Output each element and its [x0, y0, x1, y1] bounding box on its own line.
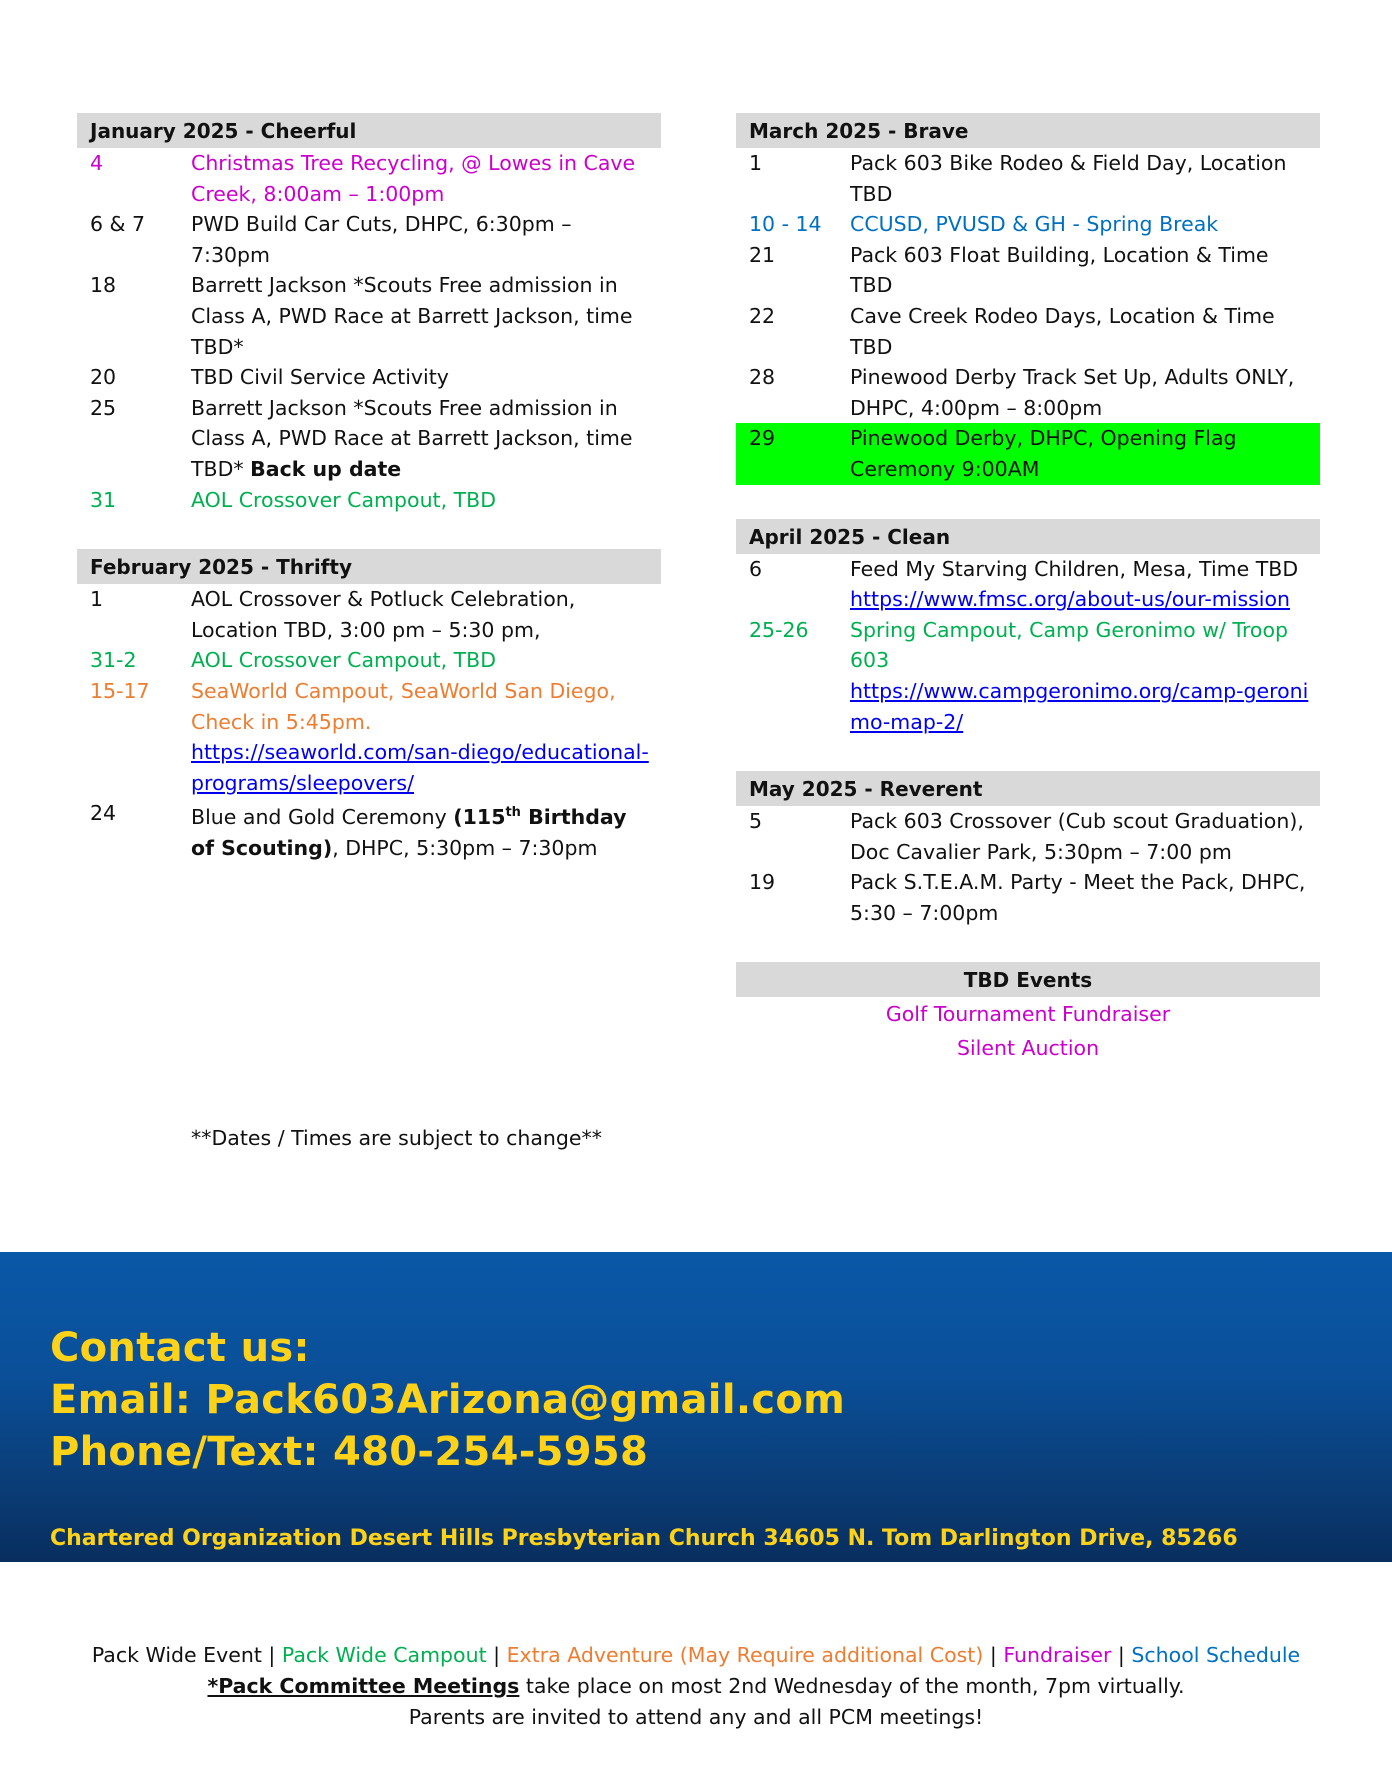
- contact-email[interactable]: Email: Pack603Arizona@gmail.com: [50, 1377, 846, 1423]
- month-header: March 2025 - Brave: [736, 113, 1320, 148]
- month-header: May 2025 - Reverent: [736, 771, 1320, 806]
- legend-item: Pack Wide Event: [91, 1643, 262, 1667]
- event-text: Blue and Gold Ceremony: [191, 805, 454, 830]
- event-text: TBD Civil Service Activity: [191, 365, 449, 390]
- committee-text: take place on most 2nd Wednesday of the month, 7pm virtually.: [519, 1674, 1185, 1698]
- event-date: 25-26: [749, 617, 809, 642]
- event-date: 21: [749, 242, 776, 267]
- event-date: 20: [90, 365, 117, 390]
- event-description: [850, 423, 1320, 484]
- event-description: [191, 798, 661, 863]
- month-section: [736, 113, 1320, 485]
- event-row: [77, 270, 661, 362]
- event-date: 6 & 7: [90, 212, 146, 237]
- event-row: [736, 554, 1320, 615]
- legend-item: Pack Wide Campout: [281, 1643, 487, 1667]
- month-header: January 2025 - Cheerful: [77, 113, 661, 148]
- event-text: AOL Crossover Campout, TBD: [191, 487, 496, 512]
- legend-item: Fundraiser: [1003, 1643, 1112, 1667]
- event-date: 15-17: [90, 678, 150, 703]
- event-description: [191, 676, 661, 798]
- event-description: [191, 584, 661, 645]
- event-description: [850, 806, 1320, 867]
- event-text: SeaWorld Campout, SeaWorld San Diego, Check in 5:45pm.: [191, 678, 616, 734]
- event-description: [850, 148, 1320, 209]
- event-date: 5: [749, 809, 763, 834]
- event-description: [850, 554, 1320, 615]
- event-text: Spring Campout, Camp Geronimo w/ Troop 603: [850, 617, 1289, 673]
- event-row: [77, 209, 661, 270]
- event-text: CCUSD, PVUSD & GH - Spring Break: [850, 212, 1219, 237]
- event-text: Feed My Starving Children, Mesa, Time TBD: [850, 556, 1299, 581]
- event-row: [736, 806, 1320, 867]
- left-column: [77, 113, 661, 897]
- month-section: [77, 549, 661, 863]
- right-column: [736, 113, 1320, 1099]
- event-text: , DHPC, 5:30pm – 7:30pm: [332, 835, 598, 860]
- month-section: [736, 771, 1320, 928]
- event-text: Cave Creek Rodeo Days, Location & Time TBD: [850, 303, 1275, 359]
- event-text: Pack S.T.E.A.M. Party - Meet the Pack, DHPC, 5:30 – 7:00pm: [850, 870, 1306, 925]
- event-text: Pinewood Derby Track Set Up, Adults ONLY, DHPC, 4:00pm – 8:00pm: [850, 365, 1295, 420]
- legend-row: [0, 1640, 1392, 1671]
- event-date: 29: [749, 426, 776, 451]
- disclaimer-text: **Dates / Times are subject to change**: [191, 1126, 603, 1150]
- contact-heading: Contact us:: [50, 1325, 310, 1371]
- event-text-bold: Birthday of Scouting): [191, 805, 627, 860]
- tbd-events-section: [736, 962, 1320, 1065]
- legend-separator: |: [493, 1643, 501, 1667]
- legend-separator: |: [1117, 1643, 1125, 1667]
- parents-invite-note: Parents are invited to attend any and all PCM meetings!: [408, 1705, 984, 1729]
- event-text: AOL Crossover Campout, TBD: [191, 648, 496, 673]
- event-description: [191, 148, 661, 209]
- event-description: [191, 362, 661, 393]
- event-text: Pinewood Derby, DHPC, Opening Flag Ceremony 9:00AM: [850, 426, 1237, 481]
- event-link[interactable]: https://www.campgeronimo.org/camp-geronimo-map-2/: [850, 678, 1309, 734]
- month-section: [736, 519, 1320, 738]
- contact-phone[interactable]: Phone/Text: 480-254-5958: [50, 1429, 649, 1475]
- event-date: 24: [90, 801, 117, 826]
- event-date: 19: [749, 870, 776, 895]
- legend-item: School Schedule: [1131, 1643, 1301, 1667]
- event-row: [736, 240, 1320, 301]
- event-description: [191, 209, 661, 270]
- event-text-superscript: th: [505, 805, 521, 821]
- event-description: [850, 615, 1320, 737]
- event-description: [191, 645, 661, 676]
- event-description: [191, 393, 661, 485]
- event-row: [77, 584, 661, 645]
- event-text-bold: (115: [453, 805, 506, 830]
- legend-item: Extra Adventure (May Require additional Cost): [506, 1643, 984, 1667]
- event-text: AOL Crossover & Potluck Celebration, Location TBD, 3:00 pm – 5:30 pm,: [191, 587, 576, 642]
- event-text-bold: Back up date: [250, 456, 402, 481]
- event-text: Barrett Jackson *Scouts Free admission in Class A, PWD Race at Barrett Jackson, time TBD*: [191, 395, 633, 481]
- event-link[interactable]: https://seaworld.com/san-diego/educational-programs/sleepovers/: [191, 740, 649, 795]
- event-description: [191, 270, 661, 362]
- event-description: [850, 209, 1320, 240]
- event-row: [736, 148, 1320, 209]
- event-text: Pack 603 Float Building, Location & Time TBD: [850, 242, 1269, 298]
- event-row: [77, 393, 661, 485]
- event-row: [736, 301, 1320, 362]
- event-description: [850, 867, 1320, 928]
- month-header: February 2025 - Thrifty: [77, 549, 661, 584]
- event-row: [77, 362, 661, 393]
- event-row: [736, 615, 1320, 737]
- month-header: April 2025 - Clean: [736, 519, 1320, 554]
- event-row: [77, 676, 661, 798]
- event-row: [77, 798, 661, 863]
- event-row: [77, 485, 661, 516]
- event-description: [850, 362, 1320, 423]
- event-row: [736, 362, 1320, 423]
- contact-banner: [0, 1252, 1392, 1562]
- chartered-organization: Chartered Organization Desert Hills Presbyterian Church 34605 N. Tom Darlington Drive, 85266: [50, 1526, 1238, 1551]
- legend-separator: |: [268, 1643, 276, 1667]
- event-description: [191, 485, 661, 516]
- tbd-event-item: Silent Auction: [956, 1036, 1100, 1061]
- event-text: Pack 603 Crossover (Cub scout Graduation), Doc Cavalier Park, 5:30pm – 7:00 pm: [850, 809, 1304, 864]
- event-date: 4: [90, 151, 104, 175]
- event-date: 31: [90, 487, 117, 512]
- committee-title: *Pack Committee Meetings: [207, 1674, 520, 1698]
- event-text: Pack 603 Bike Rodeo & Field Day, Location TBD: [850, 151, 1287, 206]
- event-text: Barrett Jackson *Scouts Free admission in Class A, PWD Race at Barrett Jackson, time TBD*: [191, 273, 633, 359]
- event-row: [736, 867, 1320, 928]
- tbd-events-header: TBD Events: [736, 962, 1320, 997]
- event-text: PWD Build Car Cuts, DHPC, 6:30pm – 7:30pm: [191, 212, 572, 267]
- event-date: 10 - 14: [749, 212, 822, 237]
- event-date: 1: [749, 151, 763, 175]
- event-description: [850, 240, 1320, 301]
- color-legend: [0, 1640, 1392, 1733]
- committee-meetings-note: [0, 1671, 1392, 1702]
- event-date: 1: [90, 587, 104, 612]
- event-date: 22: [749, 303, 776, 328]
- legend-separator: |: [989, 1643, 997, 1667]
- event-text: Christmas Tree Recycling, @ Lowes in Cave Creek, 8:00am – 1:00pm: [191, 151, 636, 206]
- month-section: [77, 113, 661, 515]
- event-row: [736, 209, 1320, 240]
- event-description: [850, 301, 1320, 362]
- event-date: 6: [749, 556, 763, 581]
- event-row: [736, 423, 1320, 484]
- event-row: [77, 645, 661, 676]
- event-date: 28: [749, 365, 776, 390]
- event-link[interactable]: https://www.fmsc.org/about-us/our-mission: [850, 587, 1291, 612]
- event-date: 25: [90, 395, 117, 420]
- event-date: 31-2: [90, 648, 137, 673]
- event-row: [77, 148, 661, 209]
- event-date: 18: [90, 273, 117, 298]
- tbd-event-item: Golf Tournament Fundraiser: [885, 1002, 1171, 1027]
